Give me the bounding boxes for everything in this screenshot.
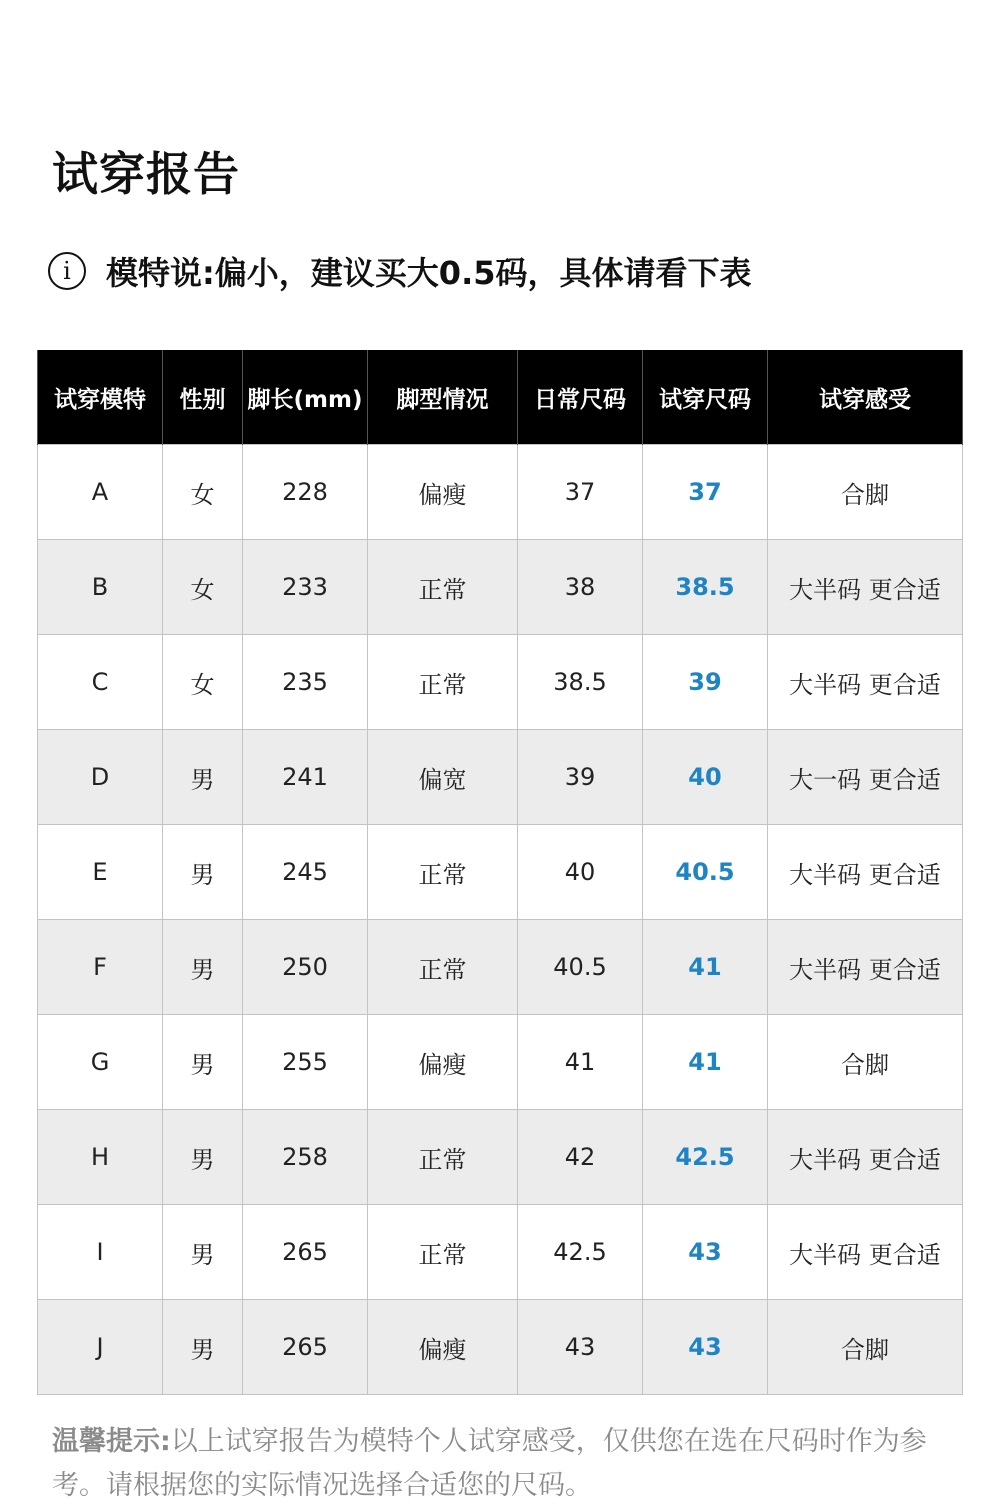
cell-foot-shape: 偏宽 [368,730,518,825]
cell-try-size: 41 [643,920,768,1015]
cell-foot-shape: 偏瘦 [368,445,518,540]
cell-model: A [38,445,163,540]
cell-model: J [38,1300,163,1395]
cell-try-size: 39 [643,635,768,730]
cell-feeling: 合脚 [768,1300,963,1395]
page-title: 试穿报告 [52,147,240,201]
cell-daily-size: 38.5 [518,635,643,730]
tip-text: 以上试穿报告为模特个人试穿感受，仅供您在选在尺码时作为参考。请根据您的实际情况选择合适您的尺码。 [52,1426,927,1501]
header-model: 试穿模特 [38,350,163,445]
cell-feeling: 大半码 更合适 [768,635,963,730]
table-row [38,1300,963,1395]
cell-foot-length: 228 [243,445,368,540]
cell-try-size: 37 [643,445,768,540]
cell-foot-shape: 正常 [368,635,518,730]
cell-try-size: 42.5 [643,1110,768,1205]
cell-daily-size: 40.5 [518,920,643,1015]
cell-foot-length: 258 [243,1110,368,1205]
cell-foot-length: 250 [243,920,368,1015]
cell-gender: 男 [163,825,243,920]
cell-model: I [38,1205,163,1300]
table-row [38,920,963,1015]
table-row [38,445,963,540]
cell-gender: 女 [163,445,243,540]
header-gender: 性别 [163,350,243,445]
cell-gender: 男 [163,730,243,825]
cell-foot-length: 241 [243,730,368,825]
cell-try-size: 40.5 [643,825,768,920]
cell-model: F [38,920,163,1015]
cell-daily-size: 42 [518,1110,643,1205]
tip-label: 温馨提示: [52,1426,171,1457]
tip-note [52,1420,952,1508]
cell-foot-length: 265 [243,1205,368,1300]
cell-foot-length: 233 [243,540,368,635]
cell-foot-shape: 正常 [368,1110,518,1205]
cell-gender: 男 [163,1015,243,1110]
cell-foot-shape: 正常 [368,1205,518,1300]
table-header-row [38,350,963,445]
table-row [38,730,963,825]
table-row [38,1015,963,1110]
cell-foot-length: 235 [243,635,368,730]
notice-banner [48,246,752,296]
table-row [38,825,963,920]
cell-foot-shape: 正常 [368,825,518,920]
table-row [38,1110,963,1205]
cell-foot-shape: 正常 [368,540,518,635]
cell-feeling: 合脚 [768,445,963,540]
table-body [38,445,963,1395]
cell-feeling: 大半码 更合适 [768,920,963,1015]
cell-daily-size: 42.5 [518,1205,643,1300]
cell-gender: 男 [163,1110,243,1205]
cell-feeling: 大半码 更合适 [768,1205,963,1300]
cell-gender: 男 [163,1205,243,1300]
cell-foot-shape: 偏瘦 [368,1300,518,1395]
cell-try-size: 38.5 [643,540,768,635]
cell-feeling: 大半码 更合适 [768,540,963,635]
cell-try-size: 43 [643,1300,768,1395]
cell-gender: 男 [163,920,243,1015]
cell-model: H [38,1110,163,1205]
cell-daily-size: 40 [518,825,643,920]
header-foot-shape: 脚型情况 [368,350,518,445]
cell-gender: 女 [163,635,243,730]
cell-feeling: 大一码 更合适 [768,730,963,825]
cell-feeling: 大半码 更合适 [768,825,963,920]
cell-daily-size: 41 [518,1015,643,1110]
cell-model: B [38,540,163,635]
cell-foot-length: 265 [243,1300,368,1395]
cell-gender: 女 [163,540,243,635]
cell-model: G [38,1015,163,1110]
table-row [38,1205,963,1300]
cell-try-size: 41 [643,1015,768,1110]
notice-text: 模特说:偏小，建议买大0.5码，具体请看下表 [106,254,752,292]
fitting-report-table [37,350,963,1395]
table-row [38,540,963,635]
cell-daily-size: 37 [518,445,643,540]
cell-foot-length: 255 [243,1015,368,1110]
cell-daily-size: 39 [518,730,643,825]
cell-foot-shape: 正常 [368,920,518,1015]
cell-model: D [38,730,163,825]
cell-model: C [38,635,163,730]
cell-feeling: 合脚 [768,1015,963,1110]
header-foot-length: 脚长(mm) [243,350,368,445]
cell-model: E [38,825,163,920]
header-daily-size: 日常尺码 [518,350,643,445]
cell-daily-size: 38 [518,540,643,635]
header-feeling: 试穿感受 [768,350,963,445]
cell-feeling: 大半码 更合适 [768,1110,963,1205]
cell-foot-length: 245 [243,825,368,920]
header-try-size: 试穿尺码 [643,350,768,445]
table-row [38,635,963,730]
cell-daily-size: 43 [518,1300,643,1395]
cell-try-size: 43 [643,1205,768,1300]
cell-try-size: 40 [643,730,768,825]
info-circle-icon: i [48,252,86,290]
cell-foot-shape: 偏瘦 [368,1015,518,1110]
cell-gender: 男 [163,1300,243,1395]
